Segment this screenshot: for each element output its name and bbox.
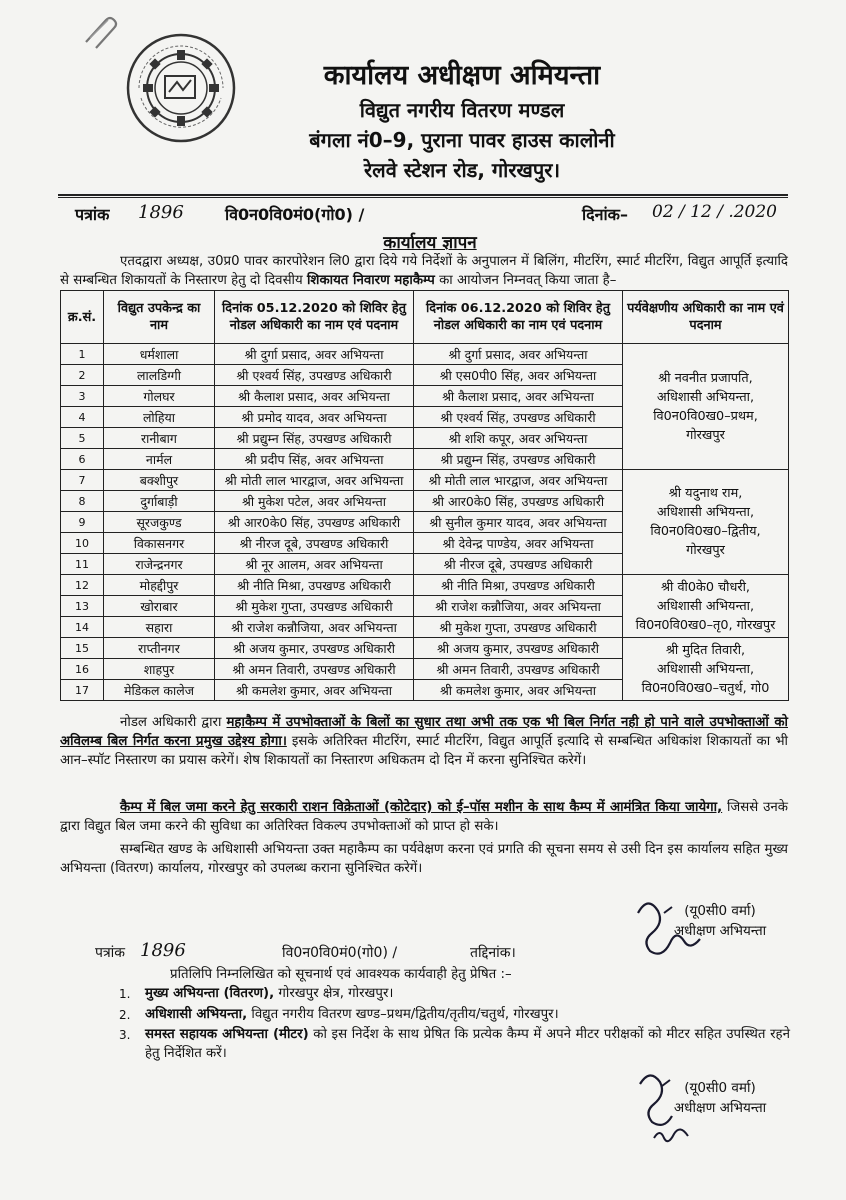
intro-paragraph — [60, 252, 788, 290]
cell-substation: खोराबार — [104, 596, 215, 617]
cell-officer-day1: श्री कमलेश कुमार, अवर अभियन्ता — [215, 680, 414, 701]
cell-serial: 14 — [61, 617, 104, 638]
copy-item-number: 2. — [119, 1008, 131, 1022]
copy-item — [145, 984, 785, 1003]
signatory-name-2: (यू0सी0 वर्मा) — [684, 1080, 756, 1096]
supervisor-line: श्री मुदित तिवारी, — [665, 642, 746, 658]
cell-substation: मेडिकल कालेज — [104, 680, 215, 701]
cell-serial: 5 — [61, 428, 104, 449]
cell-serial: 17 — [61, 680, 104, 701]
supervisor-line: वि0न0वि0ख0–तृ0, गोरखपुर — [635, 617, 776, 633]
cell-officer-day2: श्री एस0पी0 सिंह, अवर अभियन्ता — [414, 365, 623, 386]
supervisor-line: श्री यदुनाथ राम, — [668, 486, 743, 501]
header-divider — [58, 194, 788, 196]
supervisor-line: गोरखपुर — [686, 427, 725, 443]
cell-substation: शाहपुर — [104, 659, 215, 680]
cell-officer-day1: श्री मोती लाल भारद्वाज, अवर अभियन्ता — [215, 470, 414, 491]
cell-serial: 8 — [61, 491, 104, 512]
cell-substation: सहारा — [104, 617, 215, 638]
supervisor-line: अधिशासी अभियन्ता, — [656, 505, 755, 520]
table-row — [61, 638, 789, 659]
cell-officer-day1: श्री राजेश कन्नौजिया, अवर अभियन्ता — [215, 617, 414, 638]
col-header-day1: दिनांक 05.12.2020 को शिविर हेतु नोडल अधिकारी का नाम एवं पदनाम — [215, 291, 414, 344]
copy-item-text: विद्युत नगरीय वितरण खण्ड–प्रथम/द्वितीय/तृतीय/चतुर्थ, गोरखपुर। — [251, 1007, 559, 1022]
cell-officer-day2: श्री नीरज दूबे, उपखण्ड अधिकारी — [414, 554, 623, 575]
cell-substation: नार्मल — [104, 449, 215, 470]
cell-supervisor — [623, 638, 789, 701]
supervisor-line: अधिशासी अभियन्ता, — [656, 389, 755, 405]
supervisor-line: वि0न0वि0ख0–द्वितीय, — [650, 524, 761, 539]
office-city: रेलवे स्टेशन रोड, गोरखपुर। — [363, 158, 561, 182]
p2-text: जिससे उनके द्वारा विद्युत बिल जमा करने की सुविधा का अतिरिक्त विकल्प उपभोक्ताओं को प्राप्त हो सके। — [60, 800, 788, 834]
cell-officer-day2: श्री अजय कुमार, उपखण्ड अधिकारी — [414, 638, 623, 659]
cell-officer-day2: श्री आर0के0 सिंह, उपखण्ड अधिकारी — [414, 491, 623, 512]
cell-officer-day1: श्री मुकेश पटेल, अवर अभियन्ता — [215, 491, 414, 512]
intro-text: एतदद्वारा अध्यक्ष, उ0प्र0 पावर कारपोरेशन लि0 द्वारा दिये गये निर्देशों के अनुपालन में बिलिंग, मीटरिंग, स्मार्ट मीटरिंग, विद्युत आपूर्ति इत्यादि से सम्बन्धित शिकायतों के निस्तारण हेतु दो दिवसीय — [60, 254, 788, 288]
cell-officer-day2: श्री कैलाश प्रसाद, अवर अभियन्ता — [414, 386, 623, 407]
table-body — [61, 344, 789, 701]
department-seal-icon — [125, 32, 237, 144]
copy-intro: प्रतिलिपि निम्नलिखित को सूचनार्थ एवं आवश्यक कार्यवाही हेतु प्रेषित :– — [170, 967, 512, 982]
signatory-title-1: अधीक्षण अभियन्ता — [673, 923, 767, 939]
cell-officer-day1: श्री प्रदीप सिंह, अवर अभियन्ता — [215, 449, 414, 470]
col-header-sn: क्र.सं. — [61, 291, 104, 344]
cell-substation: विकासनगर — [104, 533, 215, 554]
cell-substation: राप्तीनगर — [104, 638, 215, 659]
patrank-code: वि0न0वि0मं0(गो0) / — [225, 205, 365, 224]
cell-officer-day1: श्री प्रमोद यादव, अवर अभियन्ता — [215, 407, 414, 428]
cell-officer-day1: श्री दुर्गा प्रसाद, अवर अभियन्ता — [215, 344, 414, 365]
office-address: बंगला नं0–9, पुराना पावर हाउस कालोनी — [309, 128, 615, 152]
office-title: कार्यालय अधीक्षण अमियन्ता — [323, 60, 601, 91]
p2-bold-text: कैम्प में बिल जमा करने हेतु सरकारी राशन विक्रेताओं (कोटेदार) को ई–पॉस मशीन के साथ कैम्प में आमंत्रित किया जायेगा, — [120, 800, 723, 815]
paragraph-supervision — [60, 840, 788, 878]
cell-officer-day1: श्री नूर आलम, अवर अभियन्ता — [215, 554, 414, 575]
supervisor-line: अधिशासी अभियन्ता, — [656, 598, 755, 614]
cell-serial: 9 — [61, 512, 104, 533]
cell-officer-day1: श्री अजय कुमार, उपखण्ड अधिकारी — [215, 638, 414, 659]
cell-serial: 4 — [61, 407, 104, 428]
cell-serial: 2 — [61, 365, 104, 386]
camp-schedule-table — [60, 290, 789, 701]
patrank-label: पत्रांक — [75, 205, 110, 224]
copy-item-bold: मुख्य अभियन्ता (वितरण), — [145, 986, 275, 1001]
patrank2-date: तद्दिनांक। — [470, 945, 516, 961]
cell-substation: धर्मशाला — [104, 344, 215, 365]
copy-item — [145, 1005, 785, 1024]
cell-officer-day2: श्री एश्वर्य सिंह, उपखण्ड अधिकारी — [414, 407, 623, 428]
table-header-row — [61, 291, 789, 344]
cell-officer-day2: श्री मुकेश गुप्ता, उपखण्ड अधिकारी — [414, 617, 623, 638]
supervisor-line: वि0न0वि0ख0–प्रथम, — [653, 408, 758, 424]
cell-supervisor — [623, 470, 789, 575]
paragraph-ration-dealers — [60, 798, 788, 836]
copy-item-number: 3. — [119, 1028, 131, 1042]
p1-text: नोडल अधिकारी द्वारा — [120, 715, 222, 730]
cell-officer-day2: श्री शशि कपूर, अवर अभियन्ता — [414, 428, 623, 449]
signatory-name-1: (यू0सी0 वर्मा) — [684, 903, 756, 919]
cell-substation: लालडिग्गी — [104, 365, 215, 386]
cell-serial: 1 — [61, 344, 104, 365]
cell-serial: 3 — [61, 386, 104, 407]
cell-officer-day2: श्री मोती लाल भारद्वाज, अवर अभियन्ता — [414, 470, 623, 491]
table-row — [61, 344, 789, 365]
cell-officer-day2: श्री सुनील कुमार यादव, अवर अभियन्ता — [414, 512, 623, 533]
cell-serial: 12 — [61, 575, 104, 596]
cell-serial: 15 — [61, 638, 104, 659]
date-label: दिनांक– — [582, 205, 628, 224]
cell-serial: 6 — [61, 449, 104, 470]
cell-officer-day1: श्री एश्वर्य सिंह, उपखण्ड अधिकारी — [215, 365, 414, 386]
copy-item-bold: अधिशासी अभियन्ता, — [145, 1007, 248, 1022]
supervisor-line: श्री वी0के0 चौधरी, — [661, 579, 750, 595]
patrank2-label: पत्रांक — [95, 945, 126, 961]
cell-supervisor — [623, 344, 789, 470]
intro-text-end: का आयोजन निम्नवत् किया जाता है– — [439, 273, 617, 288]
signatory-title-2: अधीक्षण अभियन्ता — [673, 1100, 767, 1116]
cell-substation: राजेन्द्रनगर — [104, 554, 215, 575]
p3-text: सम्बन्धित खण्ड के अधिशासी अभियन्ता उक्त महाकैम्प का पर्यवेक्षण करना एवं प्रगति की सूचना समय से उसी दिन इस कार्यालय सहित मुख्य अभियन्ता (वितरण) कार्यालय, गोरखपुर को उपलब्ध कराना सुनिश्चित करेगें। — [60, 842, 788, 876]
cell-officer-day2: श्री कमलेश कुमार, अवर अभियन्ता — [414, 680, 623, 701]
cell-officer-day1: श्री नीति मिश्रा, उपखण्ड अधिकारी — [215, 575, 414, 596]
table-row — [61, 575, 789, 596]
cell-supervisor — [623, 575, 789, 638]
copy-item-number: 1. — [119, 987, 131, 1001]
cell-officer-day1: श्री मुकेश गुप्ता, उपखण्ड अधिकारी — [215, 596, 414, 617]
circle-name: विद्युत नगरीय वितरण मण्डल — [359, 98, 565, 122]
cell-officer-day2: श्री प्रद्युम्न सिंह, उपखण्ड अधिकारी — [414, 449, 623, 470]
memo-title: कार्यालय ज्ञापन — [383, 233, 477, 253]
cell-officer-day1: श्री प्रद्युम्न सिंह, उपखण्ड अधिकारी — [215, 428, 414, 449]
copy-item-text: गोरखपुर क्षेत्र, गोरखपुर। — [278, 986, 394, 1001]
cell-substation: गोलघर — [104, 386, 215, 407]
supervisor-line: अधिशासी अभियन्ता, — [656, 661, 755, 677]
patrank2-number: 1896 — [140, 940, 186, 961]
cell-officer-day2: श्री राजेश कन्नौजिया, अवर अभियन्ता — [414, 596, 623, 617]
cell-serial: 16 — [61, 659, 104, 680]
copy-item-bold: समस्त सहायक अभियन्ता (मीटर) — [145, 1027, 309, 1042]
p1-text-end: इसके अतिरिक्त मीटरिंग, स्मार्ट मीटरिंग, विद्युत आपूर्ति इत्यादि से सम्बन्धित अधिकांश शिकायतों का भी आन–स्पॉट निस्तारण का प्रयास करेगें। शेष शिकायतों का निस्तारण अधिकतम दो दिन में करना सुनिश्चित करेगें। — [60, 734, 788, 768]
cell-substation: मोहद्दीपुर — [104, 575, 215, 596]
date-value: 02 / 12 / .2020 — [652, 202, 778, 222]
cell-substation: रानीबाग — [104, 428, 215, 449]
col-header-day2: दिनांक 06.12.2020 को शिविर हेतु नोडल अधिकारी का नाम एवं पदनाम — [414, 291, 623, 344]
cell-substation: लोहिया — [104, 407, 215, 428]
table-row — [61, 470, 789, 491]
p1-bold-text: महाकैम्प में उपभोक्ताओं के बिलों का सुधार तथा अभी तक एक भी बिल निर्गत नही हो पाने वाले उपभोक्ताओं को अविलम्ब बिल निर्गत करना प्रमुख उद्देश्य होगा। — [60, 715, 788, 749]
cell-substation: बक्शीपुर — [104, 470, 215, 491]
header-divider-thin — [58, 197, 788, 198]
cell-officer-day2: श्री अमन तिवारी, उपखण्ड अधिकारी — [414, 659, 623, 680]
cell-officer-day2: श्री नीति मिश्रा, उपखण्ड अधिकारी — [414, 575, 623, 596]
col-header-supervisor: पर्यवेक्षणीय अधिकारी का नाम एवं पदनाम — [623, 291, 789, 344]
patrank2-code: वि0न0वि0मं0(गो0) / — [282, 945, 398, 961]
supervisor-line: गोरखपुर — [686, 543, 725, 558]
supervisor-line: वि0न0वि0ख0–चतुर्थ, गो0 — [641, 680, 770, 696]
paper-clip-icon — [80, 12, 120, 52]
cell-officer-day1: श्री आर0के0 सिंह, उपखण्ड अधिकारी — [215, 512, 414, 533]
supervisor-line: श्री नवनीत प्रजापति, — [658, 370, 753, 386]
patrank-number: 1896 — [138, 202, 184, 223]
cell-officer-day1: श्री नीरज दूबे, उपखण्ड अधिकारी — [215, 533, 414, 554]
cell-serial: 10 — [61, 533, 104, 554]
col-header-substation: विद्युत उपकेन्द्र का नाम — [104, 291, 215, 344]
cell-substation: दुर्गाबाड़ी — [104, 491, 215, 512]
cell-officer-day2: श्री देवेन्द्र पाण्डेय, अवर अभियन्ता — [414, 533, 623, 554]
cell-serial: 13 — [61, 596, 104, 617]
cell-officer-day2: श्री दुर्गा प्रसाद, अवर अभियन्ता — [414, 344, 623, 365]
cell-officer-day1: श्री कैलाश प्रसाद, अवर अभियन्ता — [215, 386, 414, 407]
cell-serial: 7 — [61, 470, 104, 491]
intro-bold-text: शिकायत निवारण महाकैम्प — [306, 273, 435, 288]
paragraph-objective — [60, 713, 788, 770]
copy-item-text: को इस निर्देश के साथ प्रेषित कि प्रत्येक कैम्प में अपने मीटर परीक्षकों को मीटर सहित उपस्थित रहने हेतु निर्देशित करें। — [145, 1027, 790, 1061]
cell-officer-day1: श्री अमन तिवारी, उपखण्ड अधिकारी — [215, 659, 414, 680]
copy-item — [145, 1025, 790, 1063]
cell-serial: 11 — [61, 554, 104, 575]
cell-substation: सूरजकुण्ड — [104, 512, 215, 533]
